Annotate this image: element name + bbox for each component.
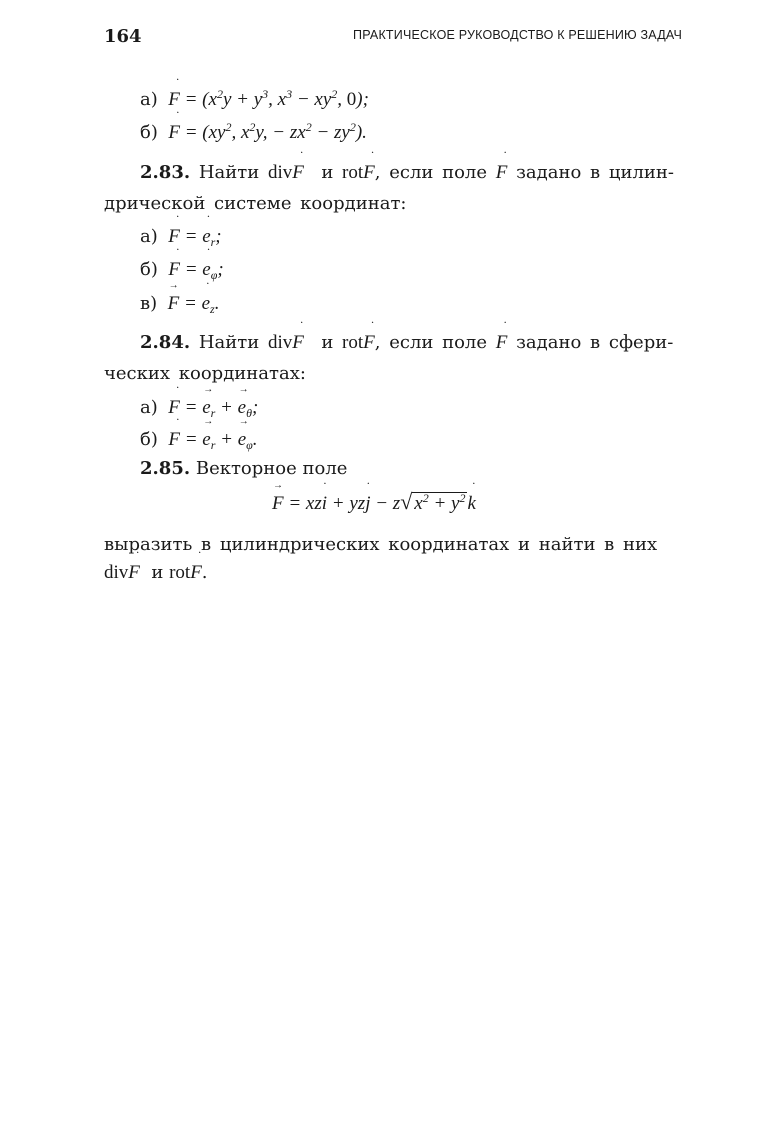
formula: ˙ $F = (xy^2$, $x^2y$, − $zx^2 - zy^2$). <box>164 122 367 143</box>
problem-number: 2.84. <box>140 332 191 353</box>
rot-operator: rot <box>342 332 364 353</box>
text: Векторное поле <box>195 458 348 479</box>
vector-f: ˙ F <box>190 561 202 585</box>
item-label: б) <box>140 429 158 450</box>
item-label: б) <box>140 259 158 280</box>
item-label: б) <box>140 122 158 143</box>
item-label: а) <box>140 397 158 418</box>
conjunction: и <box>321 162 334 183</box>
problem-2-83-statement <box>140 161 674 185</box>
conjunction: и <box>321 332 334 353</box>
rot-operator: rot <box>342 162 364 183</box>
problem-number: 2.83. <box>140 162 191 183</box>
formula: ˙ F = → $e_r$ + → $e_\varphi$. <box>164 429 258 450</box>
vector-f: ˙ F <box>496 331 508 355</box>
problem-2-85-statement <box>140 457 347 481</box>
div-operator: div <box>267 162 293 183</box>
div-operator: div <box>104 562 129 583</box>
text-end: задано в сфери- <box>516 332 674 353</box>
page-number: 164 <box>104 26 142 47</box>
text-end: задано в цилин- <box>516 162 674 183</box>
problem-2-85-formula: → F = xz˙ i + yz˙ j − z√ $x^2$ + $y^2˙$ k <box>272 490 476 516</box>
formula: ˙ F = → $e_r$ + → $e_\theta$; <box>164 397 259 418</box>
div-operator: div <box>267 332 293 353</box>
problem-2-84-item-b <box>140 428 258 452</box>
vector-f: ˙ F <box>363 161 375 185</box>
rot-operator: rot <box>169 562 191 583</box>
problem-2-85-line3: div˙ F и rot˙ F. <box>104 561 208 585</box>
text-mid: , если поле <box>374 162 488 183</box>
text-start: Найти <box>198 332 260 353</box>
problem-number: 2.85. <box>140 458 191 479</box>
formula: ˙ F = ˙ $e_r$; <box>164 226 222 247</box>
vector-f: ˙ F <box>363 331 375 355</box>
conjunction: и <box>151 562 164 583</box>
running-title: ПРАКТИЧЕСКОЕ РУКОВОДСТВО К РЕШЕНИЮ ЗАДАЧ <box>353 28 682 42</box>
vector-f: ˙ F <box>292 161 304 185</box>
prev-item-b <box>140 121 367 145</box>
problem-2-84-line2: ческих координатах: <box>104 363 306 384</box>
problem-2-83-item-c <box>140 292 219 316</box>
item-label: в) <box>140 293 158 314</box>
formula: → F = ˙ $e_z$. <box>163 293 220 314</box>
text-mid: , если поле <box>374 332 488 353</box>
problem-2-83-line2: дрической системе координат: <box>104 193 407 214</box>
problem-2-83-item-b <box>140 258 224 282</box>
vector-f: ˙ F <box>128 561 140 585</box>
problem-2-84-statement <box>140 331 673 355</box>
formula: ˙ $F = (x^2y + y^3$, $x^3 - xy^2$, 0); <box>164 89 369 110</box>
formula: ˙ F = ˙ $e_\varphi$; <box>164 259 224 280</box>
prev-item-a <box>140 88 369 112</box>
item-label: а) <box>140 89 158 110</box>
text-start: Найти <box>198 162 260 183</box>
problem-2-85-line2: выразить в цилиндрических координатах и найти в них <box>104 534 658 555</box>
item-label: а) <box>140 226 158 247</box>
vector-f: ˙ F <box>496 161 508 185</box>
vector-f: ˙ F <box>292 331 304 355</box>
page-header <box>104 26 682 50</box>
